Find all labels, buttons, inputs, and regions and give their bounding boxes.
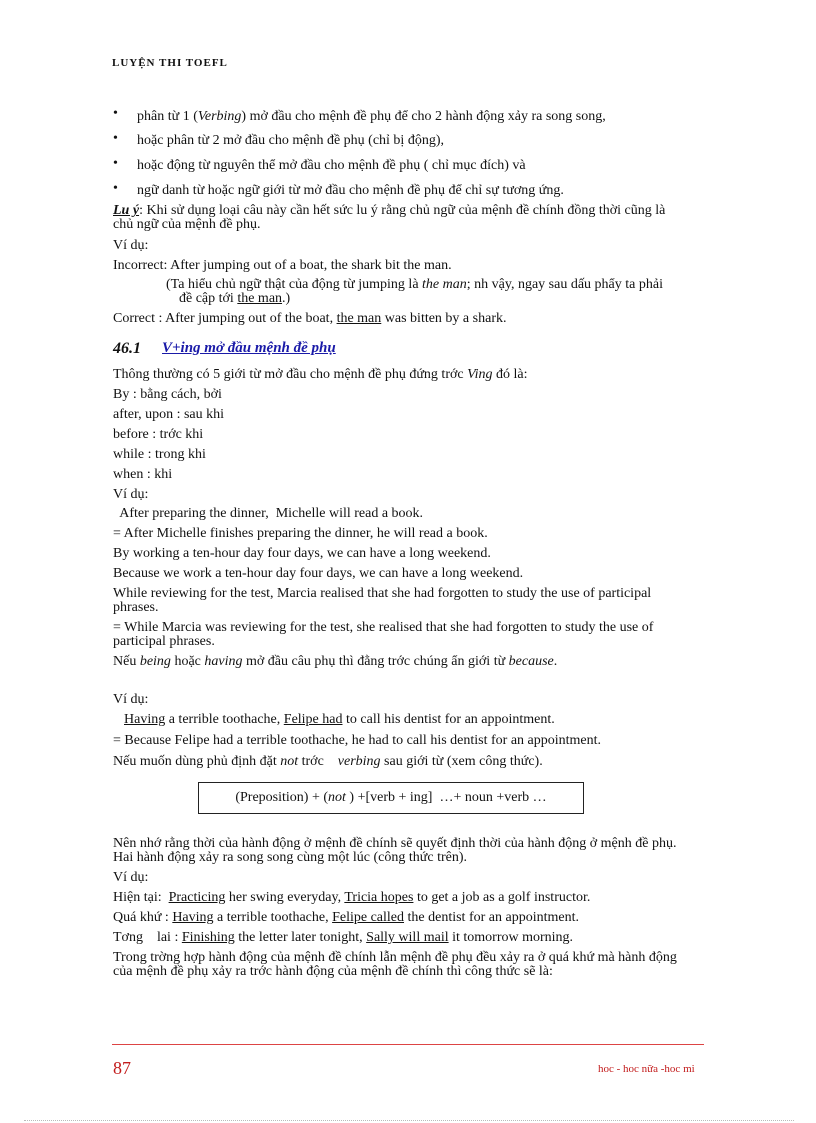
text: it tomorrow morning.	[448, 930, 574, 945]
example-label: Ví dụ:	[113, 870, 149, 885]
example-line: After preparing the dinner, Michelle will read a book.	[113, 506, 424, 521]
text: the man	[422, 277, 467, 292]
text: being	[139, 654, 171, 669]
text: ) +[verb + ing] …+ noun +verb …	[345, 790, 547, 805]
text: .)	[282, 291, 291, 306]
text: mở đầu câu phụ thì đằng trớc chúng ẩn giới từ	[242, 654, 509, 669]
tense-rule-2: Hai hành động xảy ra song song cùng một lúc (công thức trên).	[113, 850, 468, 865]
section-number: 46.1	[113, 340, 141, 357]
text: ; nh vậy, ngay sau dấu phẩy ta phải	[466, 277, 663, 292]
text: Having	[124, 712, 166, 727]
text: the dentist for an appointment.	[404, 910, 579, 925]
example-line: Because we work a ten-hour day four days, we can have a long weekend.	[113, 566, 524, 581]
text: Finishing	[181, 930, 235, 945]
example-label: Ví dụ:	[113, 487, 149, 502]
page-bottom-rule	[24, 1120, 794, 1121]
text: đó là:	[492, 367, 528, 382]
preposition-item: By : bằng cách, bởi	[113, 387, 222, 402]
tense-present	[113, 890, 590, 906]
preposition-item: before : trớc khi	[113, 427, 204, 442]
text: (Ta hiểu chủ ngữ thật của động từ jumping là	[166, 277, 423, 292]
text: Quá khứ :	[113, 910, 173, 925]
example-line: phrases.	[113, 600, 159, 615]
text: the man	[237, 291, 283, 306]
example-line: = After Michelle finishes preparing the dinner, he will read a book.	[113, 526, 488, 541]
bullet-term: Verbing	[197, 109, 242, 124]
text: .	[553, 654, 558, 669]
formula-box	[198, 782, 584, 814]
bullet-dot: •	[113, 181, 118, 196]
text: Correct : After jumping out of the boat,	[113, 311, 337, 326]
footer-divider	[112, 1044, 704, 1045]
footer-tagline: hoc - hoc nữa -hoc mi	[598, 1063, 695, 1075]
bullet-text: ) mở đầu cho mệnh đề phụ để cho 2 hành động xảy ra song song,	[241, 109, 606, 124]
text: (Preposition) + (	[235, 790, 329, 805]
formula	[235, 790, 546, 806]
text: to get a job as a golf instructor.	[413, 890, 591, 905]
text: not	[280, 754, 299, 769]
bullet-text: phân từ 1 (	[137, 109, 198, 124]
text: not	[328, 790, 346, 805]
text: Hiện tại:	[113, 890, 169, 905]
bullet-item: hoặc phân từ 2 mở đầu cho mệnh đề phụ (chỉ bị động),	[137, 133, 444, 148]
example-label: Ví dụ:	[113, 238, 149, 253]
text: Nếu muốn dùng phủ định đặt	[113, 754, 281, 769]
closing-line: Trong trờng hợp hành động của mệnh đề chính lẫn mệnh đề phụ đều xảy ra ở quá khứ mà hành động	[113, 950, 677, 965]
text: a terrible toothache,	[165, 712, 284, 727]
text: a terrible toothache,	[213, 910, 333, 925]
running-header: LUYỆN THI TOEFL	[112, 57, 228, 69]
text: Tơng lai :	[113, 930, 182, 945]
text: because	[508, 654, 554, 669]
example-line	[124, 712, 555, 728]
text: Felipe had	[283, 712, 343, 727]
text: the letter later tonight,	[234, 930, 367, 945]
section-title[interactable]: V+ing mở đầu mệnh đề phụ	[162, 340, 336, 356]
text: Thông thường có 5 giới từ mở đầu cho mệnh đề phụ đứng trớc	[113, 367, 468, 382]
incorrect-example: Incorrect: After jumping out of a boat, the shark bit the man.	[113, 258, 452, 273]
text: the man	[336, 311, 382, 326]
note-text: : Khi sử dụng loại câu này cần hết sức lu ý rằng chủ ngữ của mệnh đề chính đồng thời cũng là	[139, 203, 666, 218]
example-line: = Because Felipe had a terrible toothache, he had to call his dentist for an appointment.	[113, 733, 602, 748]
bullet-item	[137, 109, 606, 125]
example-line: = While Marcia was reviewing for the test, she realised that she had forgotten to study the use of	[113, 620, 654, 635]
preposition-item: when : khi	[113, 467, 173, 482]
explanation-line-2	[179, 291, 290, 307]
bullet-dot: •	[113, 131, 118, 146]
text: trớc	[298, 754, 338, 769]
negation-rule	[113, 754, 543, 770]
text: Tricia hopes	[344, 890, 414, 905]
intro-line	[113, 367, 528, 383]
text: Ving	[467, 367, 493, 382]
example-line: participal phrases.	[113, 634, 215, 649]
note-label: Lu ý	[113, 203, 140, 218]
example-label: Ví dụ:	[113, 692, 149, 707]
note-line-2: chủ ngữ của mệnh đề phụ.	[113, 217, 261, 232]
text: to call his dentist for an appointment.	[342, 712, 555, 727]
tense-past	[113, 910, 579, 926]
bullet-dot: •	[113, 156, 118, 171]
bullet-item: hoặc động từ nguyên thể mở đầu cho mệnh đề phụ ( chỉ mục đích) và	[137, 158, 526, 173]
correct-example	[113, 311, 506, 327]
text: Having	[172, 910, 214, 925]
text: was bitten by a shark.	[381, 311, 507, 326]
preposition-item: after, upon : sau khi	[113, 407, 225, 422]
being-having-rule	[113, 654, 557, 670]
example-line: By working a ten-hour day four days, we can have a long weekend.	[113, 546, 491, 561]
text: verbing	[337, 754, 381, 769]
closing-line-2: của mệnh đề phụ xảy ra trớc hành động của mệnh đề chính thì công thức sẽ là:	[113, 964, 553, 979]
text: having	[204, 654, 243, 669]
tense-rule: Nên nhớ rằng thời của hành động ở mệnh đề chính sẽ quyết định thời của hành động ở mệnh đề phụ.	[113, 836, 677, 851]
bullet-dot: •	[113, 106, 118, 121]
text: đề cập tới	[179, 291, 238, 306]
text: Nếu	[113, 654, 140, 669]
text: Felipe called	[332, 910, 405, 925]
example-line: While reviewing for the test, Marcia realised that she had forgotten to study the use of participal	[113, 586, 652, 601]
text: sau giới từ (xem công thức).	[380, 754, 543, 769]
text: Practicing	[168, 890, 226, 905]
tense-future	[113, 930, 573, 946]
page-number: 87	[113, 1058, 131, 1078]
text: hoặc	[170, 654, 205, 669]
text: Sally will mail	[366, 930, 449, 945]
text: her swing everyday,	[225, 890, 345, 905]
bullet-item: ngữ danh từ hoặc ngữ giới từ mở đầu cho mệnh đề phụ để chỉ sự tương ứng.	[137, 183, 564, 198]
preposition-item: while : trong khi	[113, 447, 206, 462]
